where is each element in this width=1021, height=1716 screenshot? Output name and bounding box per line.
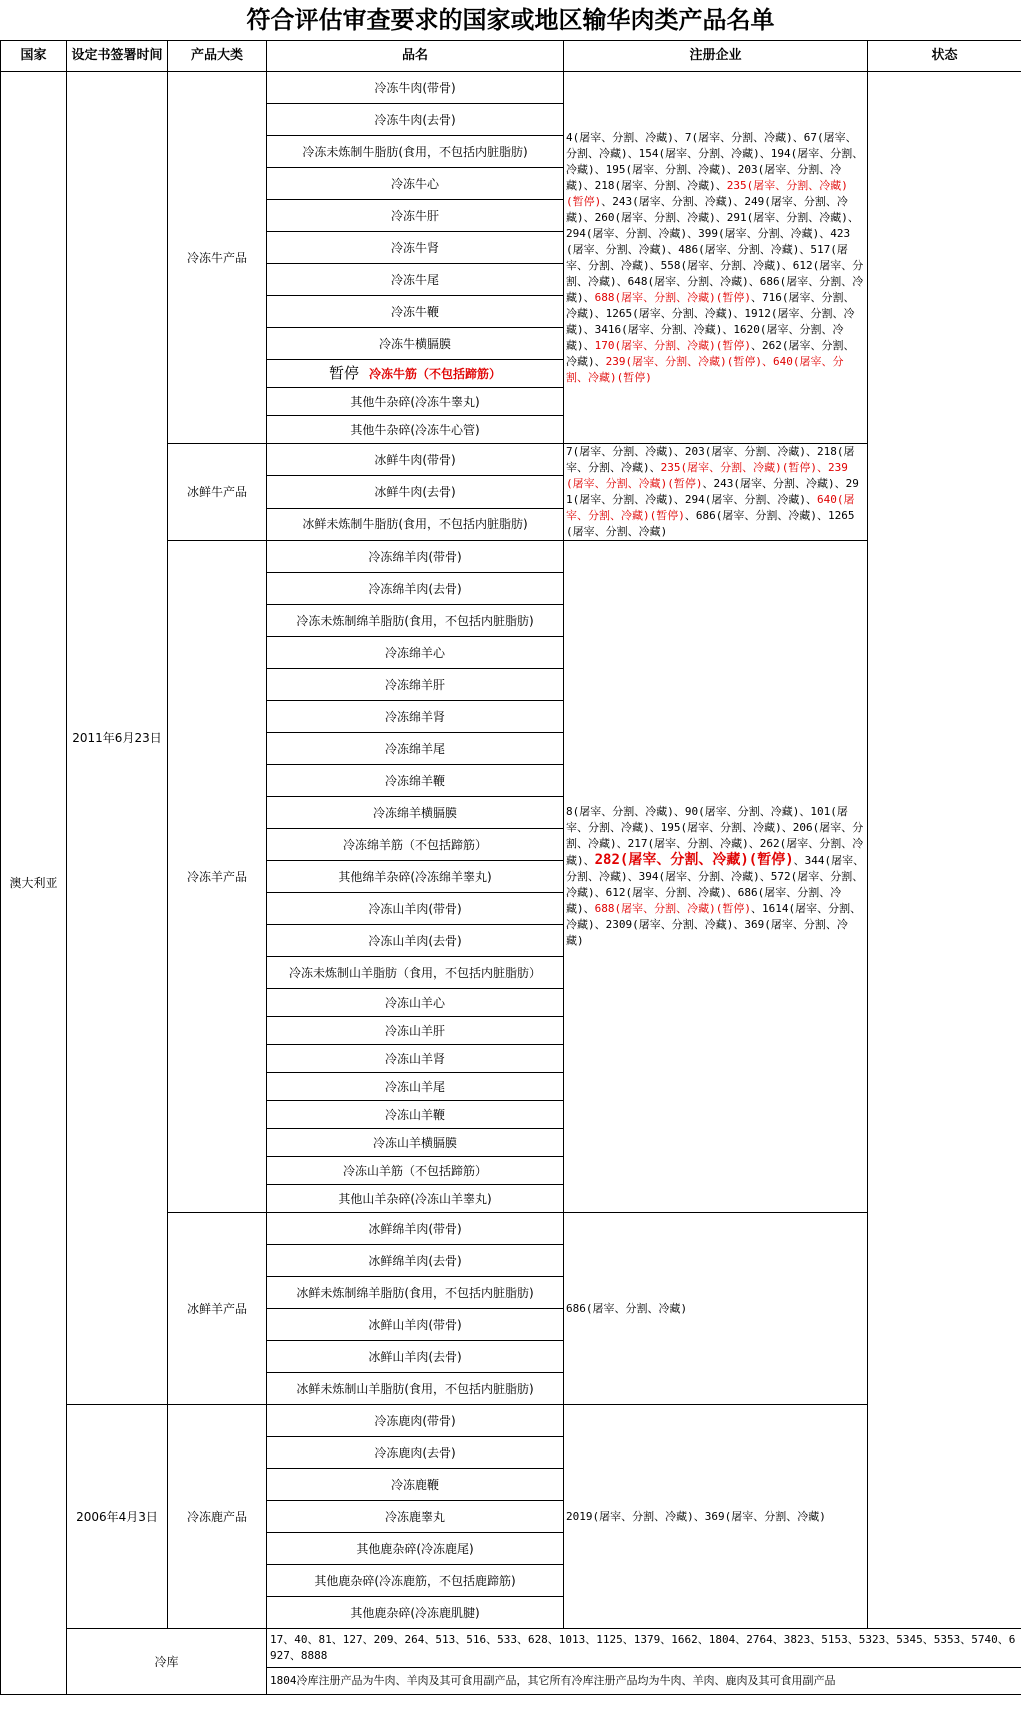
- cold-store-numbers: 17、40、81、127、209、264、513、516、533、628、1013、1125、1379、1662、1804、2764、3823、5153、5323、5345、5353、5740、6927、8888: [267, 1629, 1021, 1668]
- product-name-cell: 冷冻山羊横膈膜: [267, 1129, 564, 1157]
- product-name-cell: 冷冻山羊肝: [267, 1017, 564, 1045]
- header-product: 品名: [267, 41, 564, 72]
- category-cell: 冷冻鹿产品: [168, 1405, 267, 1629]
- product-name-cell: 冷冻山羊尾: [267, 1073, 564, 1101]
- product-name-cell: 冰鲜绵羊肉(去骨): [267, 1245, 564, 1277]
- table-row: [1, 1629, 1021, 1668]
- sign-date-cell: 2011年6月23日: [67, 72, 168, 1405]
- product-name-cell: 冷冻牛肾: [267, 232, 564, 264]
- header-category: 产品大类: [168, 41, 267, 72]
- enterprise-text: 8(屠宰、分割、冷藏)、90(屠宰、分割、冷藏)、101(屠宰、分割、冷藏)、195(屠宰、分割、冷藏)、206(屠宰、分割、冷藏)、217(屠宰、分割、冷藏)、262(屠宰、分割、冷藏)、: [566, 805, 864, 867]
- product-name-cell: 其他牛杂碎(冷冻牛睾丸): [267, 388, 564, 416]
- product-name-cell: 冷冻山羊肾: [267, 1045, 564, 1073]
- category-cell: 冰鲜牛产品: [168, 444, 267, 541]
- header-row: [1, 41, 1021, 72]
- product-name-cell: 冰鲜山羊肉(带骨): [267, 1309, 564, 1341]
- enterprise-cell: [564, 541, 868, 1213]
- product-name-cell: 其他鹿杂碎(冷冻鹿筋，不包括鹿蹄筋): [267, 1565, 564, 1597]
- suspended-enterprise-text: 235(屠宰、分割、冷藏)(暂停)、239(屠宰、分割、冷藏)(暂停): [566, 461, 848, 490]
- product-name-cell: 冰鲜牛肉(带骨): [267, 444, 564, 476]
- enterprise-text: 、344(屠宰、分割、冷藏)、394(屠宰、分割、冷藏)、572(屠宰、分割、冷藏)、612(屠宰、分割、冷藏)、686(屠宰、分割、冷藏)、: [566, 854, 865, 915]
- product-name-cell: 冷冻绵羊肉(带骨): [267, 541, 564, 573]
- header-status: 状态: [868, 41, 1021, 72]
- enterprise-text: 、262(屠宰、分割、冷藏)、: [566, 338, 855, 368]
- header-enterprise: 注册企业: [564, 41, 868, 72]
- suspended-enterprise-text: 235(屠宰、分割、冷藏)(暂停): [566, 178, 848, 208]
- product-name-cell: 冷冻牛尾: [267, 264, 564, 296]
- enterprise-text: 7(屠宰、分割、冷藏)、203(屠宰、分割、冷藏)、218(屠宰、分割、冷藏)、: [566, 445, 855, 474]
- enterprise-text: 、686(屠宰、分割、冷藏)、1265(屠宰、分割、冷藏): [566, 509, 855, 538]
- enterprise-cell: 2019(屠宰、分割、冷藏)、369(屠宰、分割、冷藏): [564, 1405, 868, 1629]
- product-name-cell: 冷冻山羊鞭: [267, 1101, 564, 1129]
- header-date: 设定书签署时间: [67, 41, 168, 72]
- suspended-enterprise-text: 688(屠宰、分割、冷藏)(暂停): [594, 902, 751, 915]
- cold-store-note: 1804冷库注册产品为牛肉、羊肉及其可食用副产品，其它所有冷库注册产品均为牛肉、羊肉、鹿肉及其可食用副产品: [267, 1668, 1021, 1695]
- product-name-cell: 冰鲜未炼制绵羊脂肪(食用，不包括内脏脂肪): [267, 1277, 564, 1309]
- country-cell: 澳大利亚: [1, 72, 67, 1695]
- suspended-tag: 暂停: [328, 364, 359, 382]
- product-name-cell: 其他鹿杂碎(冷冻鹿尾): [267, 1533, 564, 1565]
- enterprise-cell: [564, 72, 868, 444]
- category-cell: 冷冻牛产品: [168, 72, 267, 444]
- page-title: 符合评估审查要求的国家或地区输华肉类产品名单: [246, 5, 775, 34]
- product-name-cell: 冷冻牛鞭: [267, 296, 564, 328]
- product-name-cell: [267, 360, 564, 388]
- product-name-cell: 冷冻未炼制牛脂肪(食用，不包括内脏脂肪): [267, 136, 564, 168]
- product-name-cell: 冷冻山羊心: [267, 989, 564, 1017]
- cold-store-label: 冷库: [67, 1629, 267, 1695]
- product-name-cell: 冷冻绵羊肝: [267, 669, 564, 701]
- header-country: 国家: [1, 41, 67, 72]
- product-name-cell: 冷冻牛肉(带骨): [267, 72, 564, 104]
- enterprise-text: 、243(屠宰、分割、冷藏)、291(屠宰、分割、冷藏)、294(屠宰、分割、冷藏)、: [566, 477, 859, 506]
- suspended-enterprise-text: 282(屠宰、分割、冷藏)(暂停): [594, 852, 794, 868]
- suspended-enterprise-text: 640(屠宰、分割、冷藏)(暂停): [566, 493, 855, 522]
- product-name-cell: 冰鲜绵羊肉(带骨): [267, 1213, 564, 1245]
- product-name-cell: 冷冻鹿睾丸: [267, 1501, 564, 1533]
- product-name-cell: 冷冻山羊筋（不包括蹄筋）: [267, 1157, 564, 1185]
- product-name-cell: 冷冻未炼制山羊脂肪（食用，不包括内脏脂肪）: [267, 957, 564, 989]
- product-table: [0, 40, 1021, 1695]
- product-name-cell: 冷冻鹿肉(带骨): [267, 1405, 564, 1437]
- suspended-enterprise-text: 239(屠宰、分割、冷藏)(暂停)、640(屠宰、分割、冷藏)(暂停): [566, 354, 844, 384]
- suspended-enterprise-text: 688(屠宰、分割、冷藏)(暂停): [594, 290, 751, 304]
- product-name-cell: 冷冻牛心: [267, 168, 564, 200]
- product-name-cell: 冷冻绵羊横膈膜: [267, 797, 564, 829]
- product-name-cell: 冰鲜牛肉(去骨): [267, 476, 564, 508]
- product-name-cell: 冷冻绵羊尾: [267, 733, 564, 765]
- table-row: [1, 72, 1021, 104]
- product-name-cell: 冷冻绵羊筋（不包括蹄筋）: [267, 829, 564, 861]
- product-name-cell: 冷冻牛肝: [267, 200, 564, 232]
- product-name-cell: 其他山羊杂碎(冷冻山羊睾丸): [267, 1185, 564, 1213]
- product-name-cell: 其他绵羊杂碎(冷冻绵羊睾丸): [267, 861, 564, 893]
- product-name-cell: 冷冻绵羊心: [267, 637, 564, 669]
- product-name-cell: 冷冻绵羊肾: [267, 701, 564, 733]
- enterprise-text: 、1614(屠宰、分割、冷藏)、2309(屠宰、分割、冷藏)、369(屠宰、分割、冷藏): [566, 902, 862, 947]
- enterprise-text: 4(屠宰、分割、冷藏)、7(屠宰、分割、冷藏)、67(屠宰、分割、冷藏)、154(屠宰、分割、冷藏)、194(屠宰、分割、冷藏)、195(屠宰、分割、冷藏)、203(屠宰、分割、冷藏)、218(屠宰、分割、冷藏)、: [566, 130, 864, 192]
- suspended-enterprise-text: 170(屠宰、分割、冷藏)(暂停): [594, 338, 751, 352]
- product-name-cell: 冷冻鹿肉(去骨): [267, 1437, 564, 1469]
- enterprise-text: 、243(屠宰、分割、冷藏)、249(屠宰、分割、冷藏)、260(屠宰、分割、冷藏)、291(屠宰、分割、冷藏)、294(屠宰、分割、冷藏)、399(屠宰、分割、冷藏)、423(屠宰、分割、冷藏)、486(屠宰、分割、冷藏)、517(屠宰、分割、冷藏)、558(屠宰、分割、冷藏)、612(屠宰、分割、冷藏)、648(屠宰、分割、冷藏)、686(屠宰、分割、冷藏)、: [566, 194, 864, 304]
- product-name-cell: 冰鲜山羊肉(去骨): [267, 1341, 564, 1373]
- product-name-cell: 冷冻鹿鞭: [267, 1469, 564, 1501]
- enterprise-cell: [564, 444, 868, 541]
- product-name-cell: 冰鲜未炼制山羊脂肪(食用，不包括内脏脂肪): [267, 1373, 564, 1405]
- product-name-cell: 冷冻山羊肉(去骨): [267, 925, 564, 957]
- enterprise-text: 、716(屠宰、分割、冷藏)、1265(屠宰、分割、冷藏)、1912(屠宰、分割、冷藏)、3416(屠宰、分割、冷藏)、1620(屠宰、分割、冷藏)、: [566, 290, 855, 352]
- suspended-product-name: 冷冻牛筋（不包括蹄筋）: [369, 367, 502, 381]
- sign-date-cell: 2006年4月3日: [67, 1405, 168, 1629]
- enterprise-cell: 686(屠宰、分割、冷藏): [564, 1213, 868, 1405]
- category-cell: 冷冻羊产品: [168, 541, 267, 1213]
- product-name-cell: 冷冻未炼制绵羊脂肪(食用，不包括内脏脂肪): [267, 605, 564, 637]
- product-name-cell: 冷冻山羊肉(带骨): [267, 893, 564, 925]
- product-name-cell: 冰鲜未炼制牛脂肪(食用，不包括内脏脂肪): [267, 508, 564, 540]
- product-name-cell: 冷冻绵羊鞭: [267, 765, 564, 797]
- product-name-cell: 其他鹿杂碎(冷冻鹿肌腱): [267, 1597, 564, 1629]
- product-name-cell: 其他牛杂碎(冷冻牛心管): [267, 416, 564, 444]
- status-cell: [868, 72, 1021, 1629]
- category-cell: 冰鲜羊产品: [168, 1213, 267, 1405]
- product-name-cell: 冷冻牛肉(去骨): [267, 104, 564, 136]
- product-name-cell: 冷冻绵羊肉(去骨): [267, 573, 564, 605]
- product-name-cell: 冷冻牛横膈膜: [267, 328, 564, 360]
